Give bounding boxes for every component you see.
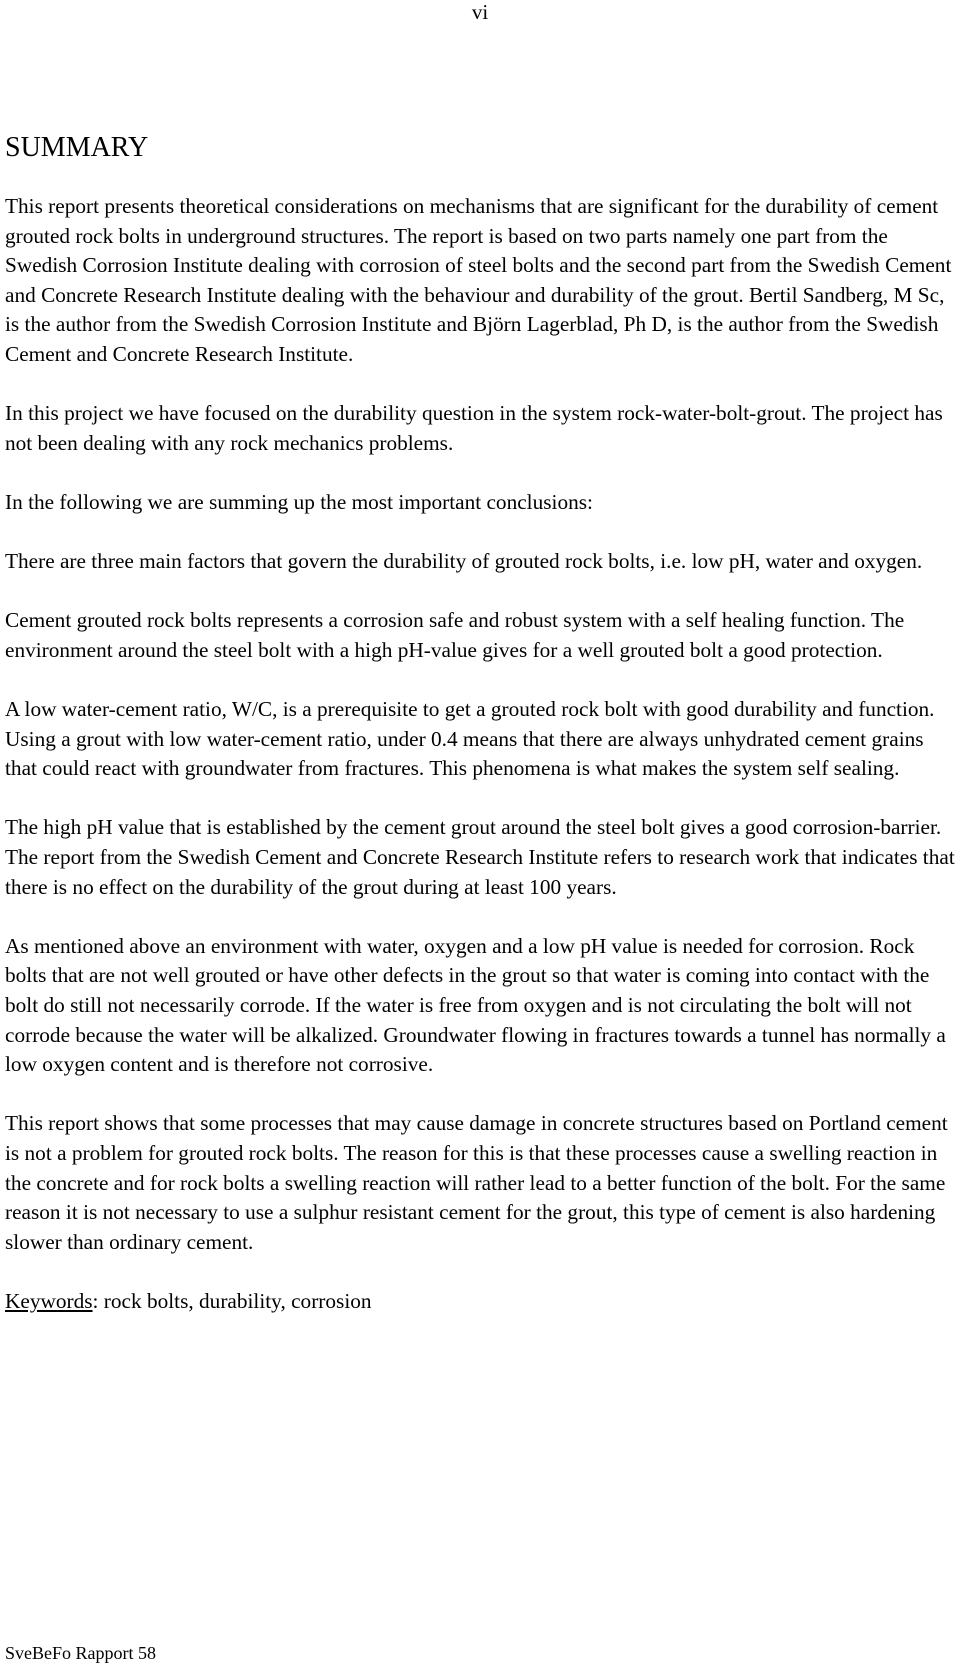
paragraph-main-factors: There are three main factors that govern the durability of grouted rock bolts, i.e. low pH, water and oxygen. <box>5 549 923 574</box>
page-number: vi <box>471 0 489 24</box>
paragraph-conclusions-intro: In the following we are summing up the most important conclusions: <box>5 489 593 514</box>
report-footer: SveBeFo Rapport 58 <box>5 1643 156 1663</box>
paragraph-self-healing: Cement grouted rock bolts represents a corrosion safe and robust system with a self healing function. The environment around the steel bolt with a high pH-value gives for a well grouted bolt a good protection. <box>5 608 905 662</box>
keywords-label: Keywords <box>5 1288 93 1313</box>
summary-body <box>5 192 957 1346</box>
page-title: SUMMARY <box>5 132 149 163</box>
paragraph-ph-barrier: The high pH value that is established by the cement grout around the steel bolt gives a good corrosion-barrier. The report from the Swedish Cement and Concrete Research Institute refers to research work that indicates that there is no effect on the durability of the grout during at least 100 years. <box>5 815 955 899</box>
paragraph-corrosion-conditions: As mentioned above an environment with water, oxygen and a low pH value is needed for corrosion. Rock bolts that are not well grouted or have other defects in the grout so that water is coming into contact with the bolt do still not necessarily corrode. If the water is free from oxygen and is not circulating the bolt will not corrode because the water will be alkalized. Groundwater flowing in fractures towards a tunnel has normally a low oxygen content and is therefore not corrosive. <box>5 933 946 1077</box>
keywords-separator: : <box>92 1288 104 1313</box>
keywords-text: rock bolts, durability, corrosion <box>103 1288 372 1313</box>
paragraph-project-focus: In this project we have focused on the durability question in the system rock-water-bolt-grout. The project has not been dealing with any rock mechanics problems. <box>5 401 943 455</box>
paragraph-water-cement-ratio: A low water-cement ratio, W/C, is a prerequisite to get a grouted rock bolt with good durability and function. Using a grout with low water-cement ratio, under 0.4 means that there are always unhydrated cement grains that could react with groundwater from fractures. This phenomena is what makes the system self sealing. <box>5 697 935 781</box>
paragraph-intro: This report presents theoretical considerations on mechanisms that are significant for the durability of cement grouted rock bolts in underground structures. The report is based on two parts namely one part from the Swedish Corrosion Institute dealing with corrosion of steel bolts and the second part from the Swedish Cement and Concrete Research Institute dealing with the behaviour and durability of the grout. Bertil Sandberg, M Sc, is the author from the Swedish Corrosion Institute and Björn Lagerblad, Ph D, is the author from the Swedish Cement and Concrete Research Institute. <box>5 194 952 366</box>
paragraph-swelling-processes: This report shows that some processes that may cause damage in concrete structures based on Portland cement is not a problem for grouted rock bolts. The reason for this is that these processes cause a swelling reaction in the concrete and for rock bolts a swelling reaction will rather lead to a better function of the bolt. For the same reason it is not necessary to use a sulphur resistant cement for the grout, this type of cement is also hardening slower than ordinary cement. <box>5 1111 948 1254</box>
keywords-line <box>5 1287 957 1317</box>
